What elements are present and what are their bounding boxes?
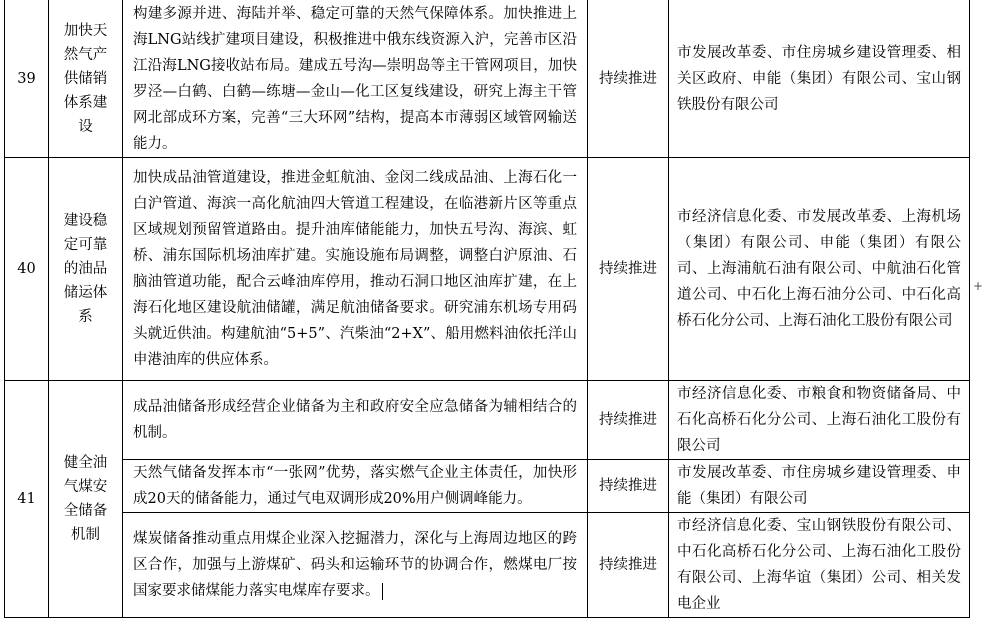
policy-table — [4, 0, 970, 618]
add-column-handle[interactable]: + — [973, 279, 983, 293]
task-text: 煤炭储备推动重点用煤企业深入挖掘潜力，深化与上海周边地区的跨区合作，加强与上游煤矿、码头和运输环节的协调合作，燃煤电厂按国家要求储煤能力落实电煤库存要求。 — [133, 531, 577, 599]
responsible-departments: 市发展改革委、市住房城乡建设管理委、相关区政府、申能（集团）有限公司、宝山钢铁股份有限公司 — [669, 0, 970, 158]
table-row — [5, 158, 970, 381]
progress-status: 持续推进 — [588, 513, 669, 618]
progress-status: 持续推进 — [588, 381, 669, 460]
table-row — [5, 381, 970, 460]
text-cursor — [382, 583, 383, 600]
progress-status: 持续推进 — [588, 460, 669, 513]
task-description: 构建多源并进、海陆并举、稳定可靠的天然气保障体系。加快推进上海LNG站线扩建项目建设，积极推进中俄东线资源入沪，完善市区沿江沿海LNG接收站布局。建成五号沟—崇明岛等主干管网项目，加快罗泾—白鹤、白鹤—练塘—金山—化工区复线建设，研究上海主干管网北部成环方案，完善“三大环网”结构，提高本市薄弱区域管网输送能力。 — [123, 0, 588, 158]
task-description-with-cursor[interactable] — [123, 513, 588, 618]
task-category: 建设稳定可靠的油品储运体系 — [49, 158, 123, 381]
progress-status: 持续推进 — [588, 0, 669, 158]
responsible-departments: 市经济信息化委、市粮食和物资储备局、中石化高桥石化分公司、上海石油化工股份有限公司 — [669, 381, 970, 460]
table-row — [5, 460, 970, 513]
task-category: 健全油气煤安全储备机制 — [49, 381, 123, 618]
row-number: 39 — [5, 0, 49, 158]
responsible-departments: 市发展改革委、市住房城乡建设管理委、申能（集团）有限公司 — [669, 460, 970, 513]
table-row — [5, 0, 970, 158]
task-description: 成品油储备形成经营企业储备为主和政府安全应急储备为辅相结合的机制。 — [123, 381, 588, 460]
table-row — [5, 513, 970, 618]
row-number: 40 — [5, 158, 49, 381]
progress-status: 持续推进 — [588, 158, 669, 381]
responsible-departments: 市经济信息化委、宝山钢铁股份有限公司、中石化高桥石化分公司、上海石油化工股份有限公司、上海华谊（集团）公司、相关发电企业 — [669, 513, 970, 618]
row-number: 41 — [5, 381, 49, 618]
task-category: 加快天然气产供储销体系建设 — [49, 0, 123, 158]
task-description: 天然气储备发挥本市“一张网”优势，落实燃气企业主体责任，加快形成20天的储备能力，通过气电双调形成20%用户侧调峰能力。 — [123, 460, 588, 513]
responsible-departments: 市经济信息化委、市发展改革委、上海机场（集团）有限公司、申能（集团）有限公司、上海浦航石油有限公司、中航油石化管道公司、中石化上海石油分公司、中石化高桥石化分公司、上海石油化工股份有限公司 — [669, 158, 970, 381]
task-description: 加快成品油管道建设，推进金虹航油、金闵二线成品油、上海石化一白沪管道、海滨一高化航油四大管道工程建设，在临港新片区等重点区域规划预留管道路由。提升油库储能能力，加快五号沟、海滨、虹桥、浦东国际机场油库扩建。实施设施布局调整，调整白沪原油、石脑油管道功能，配合云峰油库停用，推动石洞口地区油库扩建，在上海石化地区建设航油储罐，满足航油储备要求。研究浦东机场专用码头就近供油。构建航油“5+5”、汽柴油“2+X”、船用燃料油依托洋山申港油库的供应体系。 — [123, 158, 588, 381]
